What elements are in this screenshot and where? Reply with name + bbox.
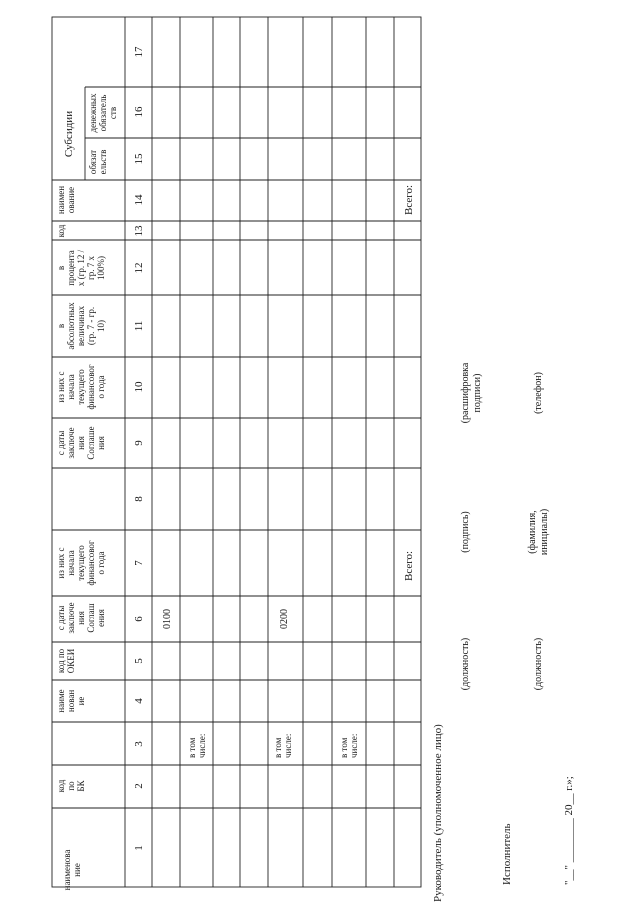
- colnum: 2: [133, 783, 145, 789]
- total-label-1: Всего:: [403, 550, 415, 582]
- header-c8: из них сначалатекущегофинансового года: [56, 540, 106, 586]
- colnum: 10: [133, 381, 145, 393]
- header-c4: наименование: [56, 689, 86, 713]
- colnum: 16: [133, 106, 145, 118]
- position-caption-2: (должность): [533, 637, 544, 691]
- colnum: 6: [133, 616, 145, 622]
- header-c17: денежныхобязательств: [88, 93, 118, 133]
- head-label: Руководитель (уполномоченное лицо): [432, 724, 444, 902]
- header-subsidies: Субсидии: [63, 110, 75, 158]
- position-caption: (должность): [460, 637, 471, 691]
- colnum: 13: [133, 225, 145, 237]
- header-c12: вабсолютныхвеличинах(гр. 7 - гр.10): [56, 302, 106, 350]
- total-label-2: Всего:: [403, 184, 415, 216]
- colnum: 5: [133, 658, 145, 664]
- row-code-0100: 0100: [162, 609, 173, 629]
- colnum: 11: [133, 320, 145, 332]
- phone-caption: (телефон): [533, 372, 544, 414]
- column-headers: [56, 93, 118, 890]
- header-c14: код: [56, 224, 66, 238]
- table-grid: [52, 17, 421, 887]
- header-c16: обязательств: [88, 149, 108, 175]
- header-c5: код поОКЕИ: [56, 648, 76, 674]
- signature-caption: (подпись): [460, 511, 471, 553]
- date-line: "__" ________ 20__ г.»;: [563, 776, 575, 885]
- colnum: 7: [133, 560, 145, 566]
- colnum: 1: [133, 845, 145, 851]
- header-c1: наименование: [62, 849, 82, 891]
- decoding-caption: (расшифровкаподписи): [460, 362, 483, 424]
- header-c10: с датызаключенияСоглашения: [56, 426, 106, 460]
- colnum: 12: [133, 262, 145, 274]
- fio-caption: (фамилия,инициалы): [527, 508, 550, 556]
- colnum: 3: [133, 741, 145, 747]
- in-that-number-1: в томчисле:: [187, 733, 207, 758]
- in-that-number-2: в томчисле:: [273, 733, 293, 758]
- colnum: 8: [133, 496, 145, 502]
- header-c11: из них сначалатекущегофинансового года: [56, 364, 106, 410]
- signature-block: [432, 362, 575, 902]
- header-c2: кодпоБК: [56, 779, 86, 793]
- colnum: 4: [133, 698, 145, 704]
- colnum: 9: [133, 440, 145, 446]
- colnum: 15: [133, 153, 145, 165]
- row-code-0200: 0200: [279, 609, 290, 629]
- colnum: 14: [133, 194, 145, 206]
- header-c7: с датызаключенияСоглашения: [56, 602, 106, 634]
- header-c13: впроцентах (гр. 12 /гр. 7 x100%): [56, 249, 106, 287]
- column-number-row: [133, 46, 145, 851]
- colnum: 17: [133, 46, 145, 58]
- header-c15: наименование: [56, 185, 76, 215]
- executor-label: Исполнитель: [501, 823, 513, 885]
- in-that-number-3: в томчисле:: [339, 733, 359, 758]
